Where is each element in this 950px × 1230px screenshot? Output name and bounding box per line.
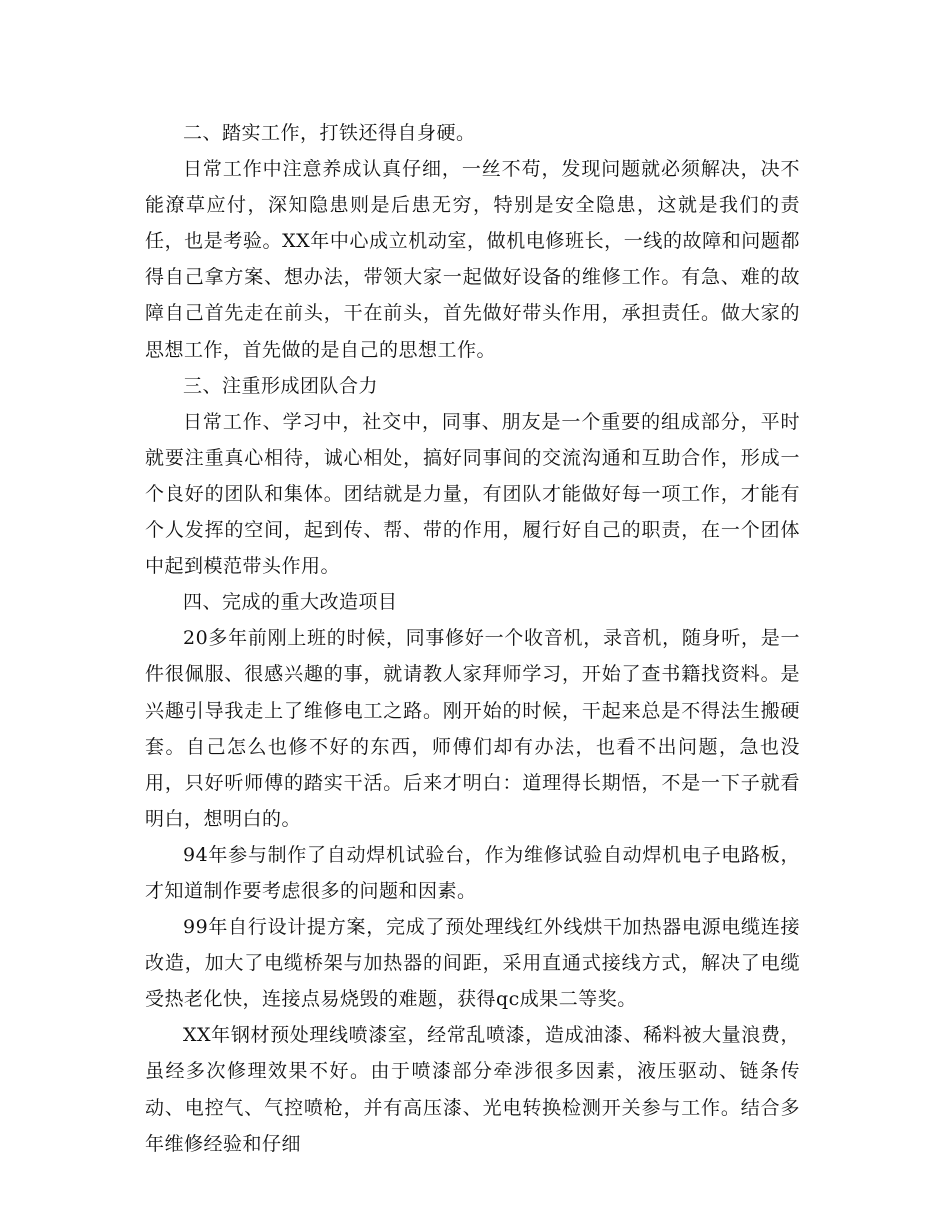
- section-heading-3: 三、注重形成团队合力: [183, 374, 379, 397]
- body-paragraph: XX年钢材预处理线喷漆室，经常乱喷漆，造成油漆、稀料被大量浪费，虽经多次修理效果不好。由于喷漆部分牵涉很多因素，液压驱动、链条传动、电控气、气控喷枪，并有高压漆、光电转换检测开关参与工作。结合多年维修经验和仔细: [145, 1024, 800, 1155]
- section-heading-4: 四、完成的重大改造项目: [183, 591, 398, 614]
- body-paragraph: 94年参与制作了自动焊机试验台，作为维修试验自动焊机电子电路板，才知道制作要考虑很多的问题和因素。: [145, 843, 800, 902]
- body-paragraph: 日常工作中注意养成认真仔细，一丝不苟，发现问题就必须解决，决不能潦草应付，深知隐患则是后患无穷，特别是安全隐患，这就是我们的责任，也是考验。XX年中心成立机动室，做机电修班长，一线的故障和问题都得自己拿方案、想办法，带领大家一起做好设备的维修工作。有急、难的故障自己首先走在前头，干在前头，首先做好带头作用，承担责任。做大家的思想工作，首先做的是自己的思想工作。: [145, 158, 800, 361]
- body-paragraph: 日常工作、学习中，社交中，同事、朋友是一个重要的组成部分，平时就要注重真心相待，诚心相处，搞好同事间的交流沟通和互助合作，形成一个良好的团队和集体。团结就是力量，有团队才能做好每一项工作，才能有个人发挥的空间，起到传、帮、带的作用，履行好自己的职责，在一个团体中起到模范带头作用。: [145, 410, 800, 578]
- body-paragraph: 99年自行设计提方案，完成了预处理线红外线烘干加热器电源电缆连接改造，加大了电缆桥架与加热器的间距，采用直通式接线方式，解决了电缆受热老化快，连接点易烧毁的难题，获得qc成果二等奖。: [145, 916, 800, 1011]
- body-paragraph: 20多年前刚上班的时候，同事修好一个收音机，录音机，随身听，是一件很佩服、很感兴趣的事，就请教人家拜师学习，开始了查书籍找资料。是兴趣引导我走上了维修电工之路。刚开始的时候，干起来总是不得法生搬硬套。自己怎么也修不好的东西，师傅们却有办法，也看不出问题，急也没用，只好听师傅的踏实干活。后来才明白：道理得长期悟，不是一下子就看明白，想明白的。: [145, 627, 800, 830]
- section-heading-2: 二、踏实工作，打铁还得自身硬。: [183, 122, 476, 144]
